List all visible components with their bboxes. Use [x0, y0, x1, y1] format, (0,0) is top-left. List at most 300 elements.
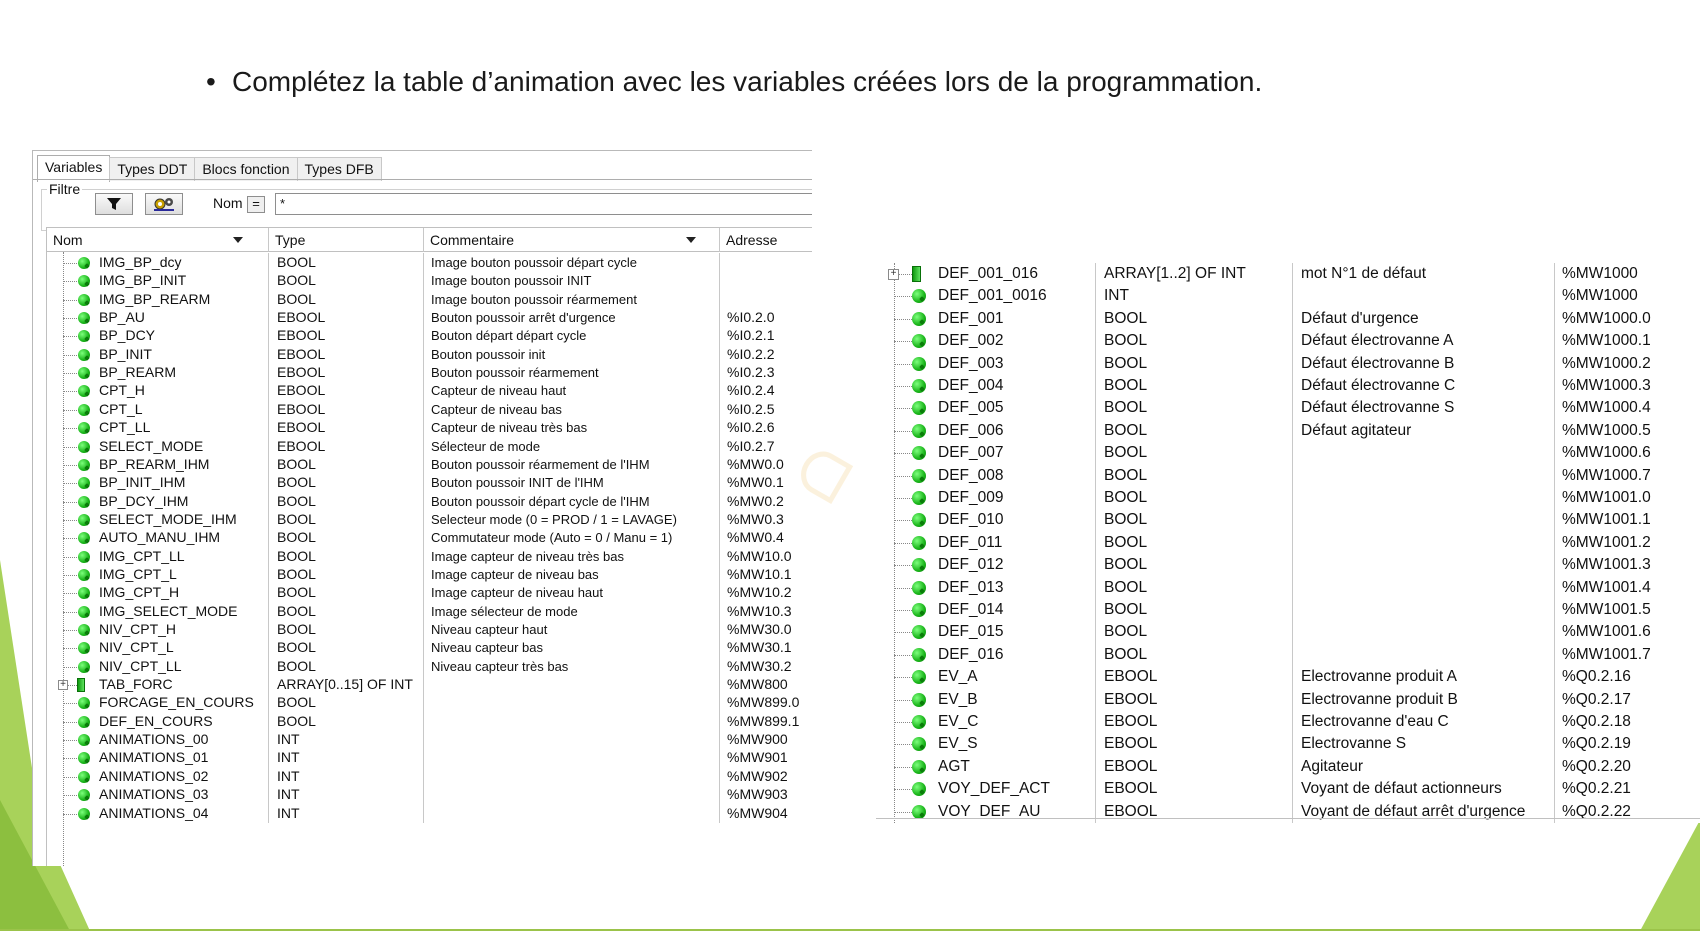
variable-comment-cell[interactable]: Capteur de niveau bas	[424, 400, 720, 420]
variable-address-cell[interactable]: %MW1000.1	[1562, 332, 1651, 350]
variable-address-cell[interactable]: %Q0.2.17	[1562, 690, 1631, 708]
table-row[interactable]	[47, 455, 812, 475]
table-row[interactable]	[876, 397, 1700, 419]
variable-address-cell[interactable]: %MW1000.4	[1562, 399, 1651, 417]
variable-address-cell[interactable]: %I0.2.6	[727, 419, 775, 436]
variable-comment-cell[interactable]	[1293, 577, 1555, 599]
variable-address-cell[interactable]: %MW800	[727, 676, 788, 693]
table-row[interactable]	[876, 644, 1700, 666]
variable-name-cell[interactable]	[876, 554, 1096, 576]
table-row[interactable]	[47, 290, 812, 310]
variable-type-cell[interactable]: BOOL	[269, 473, 424, 493]
dropdown-arrow-icon[interactable]	[233, 237, 243, 243]
variable-comment-cell[interactable]: Image bouton poussoir départ cycle	[424, 253, 720, 273]
table-row[interactable]	[47, 418, 812, 438]
variable-type-cell[interactable]: BOOL	[1096, 397, 1293, 419]
variable-type-cell[interactable]: INT	[1096, 285, 1293, 307]
variable-address-cell[interactable]: %MW900	[727, 731, 788, 748]
variable-comment-cell[interactable]: Image capteur de niveau haut	[424, 583, 720, 603]
variable-type-cell[interactable]: BOOL	[269, 290, 424, 310]
table-row[interactable]	[47, 785, 812, 805]
variable-comment-cell[interactable]	[1293, 621, 1555, 643]
variable-comment-cell[interactable]: Bouton poussoir réarmement de l'IHM	[424, 455, 720, 475]
variable-address-cell[interactable]: %MW1000	[1562, 265, 1638, 282]
variable-address-cell[interactable]: %I0.2.4	[727, 382, 775, 399]
variable-address-cell[interactable]: %MW0.0	[727, 455, 784, 472]
variable-comment-cell[interactable]: Capteur de niveau haut	[424, 381, 720, 401]
variable-address-cell[interactable]: %I0.2.1	[727, 327, 775, 344]
tab-blocs-fonction[interactable]: Blocs fonction	[194, 157, 297, 181]
table-row[interactable]	[876, 801, 1700, 823]
variable-name-cell[interactable]	[47, 657, 269, 677]
variable-name-cell[interactable]	[47, 400, 269, 420]
variable-type-cell[interactable]: BOOL	[269, 602, 424, 622]
variable-comment-cell[interactable]	[1293, 599, 1555, 621]
table-row[interactable]	[47, 492, 812, 512]
variable-type-cell[interactable]: BOOL	[1096, 532, 1293, 554]
variable-address-cell[interactable]: %MW1001.4	[1562, 578, 1651, 596]
variable-address-cell[interactable]: %MW1001.6	[1562, 623, 1651, 641]
variable-name-cell[interactable]	[47, 583, 269, 603]
column-header-address[interactable]: Adresse	[726, 232, 778, 248]
table-row[interactable]	[47, 547, 812, 567]
table-row[interactable]	[876, 263, 1700, 285]
variable-name-cell[interactable]	[876, 621, 1096, 643]
variable-comment-cell[interactable]	[424, 730, 720, 750]
variable-name: DEF_004	[938, 377, 1004, 394]
variable-comment-cell[interactable]: Voyant de défaut actionneurs	[1293, 778, 1555, 800]
variable-name-cell[interactable]	[47, 638, 269, 658]
expand-plus-icon[interactable]: +	[888, 269, 899, 280]
variable-name-cell[interactable]	[47, 767, 269, 787]
variable-name-cell[interactable]	[876, 778, 1096, 800]
variable-comment-cell[interactable]: Défaut agitateur	[1293, 420, 1555, 442]
variable-type-cell[interactable]: BOOL	[1096, 644, 1293, 666]
table-row[interactable]	[876, 689, 1700, 711]
table-row[interactable]	[47, 565, 812, 585]
variable-type-cell[interactable]: BOOL	[269, 492, 424, 512]
table-row[interactable]	[876, 577, 1700, 599]
variable-comment-cell[interactable]: Niveau capteur haut	[424, 620, 720, 640]
table-row[interactable]	[876, 420, 1700, 442]
variable-comment-cell[interactable]: mot N°1 de défaut	[1293, 263, 1555, 285]
variable-name-cell[interactable]	[876, 756, 1096, 778]
variable-type-cell[interactable]: EBOOL	[1096, 778, 1293, 800]
variable-type-cell[interactable]: EBOOL	[1096, 689, 1293, 711]
variable-name-cell[interactable]	[876, 308, 1096, 330]
variable-address-cell[interactable]: %MW1000	[1562, 287, 1638, 305]
variable-comment-cell[interactable]: Image capteur de niveau très bas	[424, 547, 720, 567]
table-row[interactable]	[47, 308, 812, 328]
table-row[interactable]	[876, 711, 1700, 733]
variable-name-cell[interactable]	[47, 528, 269, 548]
variable-type-cell[interactable]: BOOL	[1096, 599, 1293, 621]
variable-comment-cell[interactable]: Défaut électrovanne A	[1293, 330, 1555, 352]
variable-address-cell[interactable]	[720, 253, 812, 273]
variable-address-cell[interactable]: %I0.2.7	[727, 437, 775, 454]
table-row[interactable]	[47, 767, 812, 787]
variable-address-cell[interactable]: %MW1000.3	[1562, 377, 1651, 394]
variable-comment-cell[interactable]	[424, 712, 720, 732]
variable-address-cell[interactable]: %MW902	[727, 767, 788, 784]
table-row[interactable]	[47, 712, 812, 732]
variable-address-cell[interactable]: %MW1000.0	[1562, 309, 1651, 327]
variable-address-cell[interactable]: %MW899.0	[727, 694, 800, 711]
variable-address-cell[interactable]: %MW1000.2	[1562, 354, 1651, 372]
variable-comment-cell[interactable]: Selecteur mode (0 = PROD / 1 = LAVAGE)	[424, 510, 720, 530]
variable-comment-cell[interactable]	[1293, 442, 1555, 464]
variable-comment-cell[interactable]: Image bouton poussoir réarmement	[424, 290, 720, 310]
variable-address-cell[interactable]: %I0.2.5	[727, 400, 775, 417]
variable-name-cell[interactable]	[47, 510, 269, 530]
table-row[interactable]	[876, 778, 1700, 800]
variable-address-cell[interactable]: %MW1000.7	[1562, 466, 1651, 484]
variable-comment-cell[interactable]	[424, 748, 720, 768]
variable-comment-cell[interactable]: Défaut électrovanne B	[1293, 353, 1555, 375]
variable-comment-cell[interactable]	[1293, 644, 1555, 666]
variable-type-cell[interactable]: BOOL	[1096, 577, 1293, 599]
variable-type-cell[interactable]: BOOL	[269, 455, 424, 475]
table-row[interactable]	[47, 602, 812, 622]
variable-comment-cell[interactable]: Electrovanne d'eau C	[1293, 711, 1555, 733]
variable-comment-cell[interactable]: Bouton poussoir arrêt d'urgence	[424, 308, 720, 328]
variable-type-cell[interactable]: BOOL	[269, 638, 424, 658]
variable-name-cell[interactable]	[47, 290, 269, 310]
variable-name-cell[interactable]	[47, 675, 269, 695]
variable-name-cell[interactable]	[876, 509, 1096, 531]
variable-address-cell[interactable]: %MW10.2	[727, 584, 792, 601]
variable-type-cell[interactable]: BOOL	[269, 693, 424, 713]
variable-address-cell[interactable]: %MW1000.6	[1562, 444, 1651, 462]
variable-type-cell[interactable]: EBOOL	[1096, 733, 1293, 755]
variable-name-cell[interactable]	[47, 804, 269, 824]
variable-name-cell[interactable]	[876, 487, 1096, 509]
variable-comment-cell[interactable]	[424, 693, 720, 713]
variable-type-cell[interactable]: BOOL	[269, 528, 424, 548]
variable-type-cell[interactable]: BOOL	[1096, 554, 1293, 576]
table-row[interactable]	[47, 381, 812, 401]
variable-address-cell[interactable]: %MW30.2	[727, 657, 792, 674]
variable-address-cell[interactable]: %Q0.2.19	[1562, 735, 1631, 753]
variable-comment-cell[interactable]: Electrovanne produit B	[1293, 689, 1555, 711]
tab-variables[interactable]: Variables	[37, 155, 110, 182]
variable-comment-cell[interactable]	[1293, 285, 1555, 307]
variable-address-cell[interactable]: %MW30.1	[727, 639, 792, 656]
variable-name-cell[interactable]	[47, 785, 269, 805]
table-row[interactable]	[47, 400, 812, 420]
variable-name-cell[interactable]	[47, 693, 269, 713]
variable-type-cell[interactable]: BOOL	[1096, 621, 1293, 643]
table-row[interactable]	[47, 638, 812, 658]
variable-comment-cell[interactable]: Image sélecteur de mode	[424, 602, 720, 622]
variable-type-cell[interactable]: EBOOL	[1096, 711, 1293, 733]
variable-comment-cell[interactable]: Niveau capteur très bas	[424, 657, 720, 677]
variable-type-cell[interactable]: BOOL	[1096, 375, 1293, 397]
variable-type-cell[interactable]: BOOL	[269, 712, 424, 732]
variable-name-cell[interactable]	[47, 381, 269, 401]
table-row[interactable]	[47, 473, 812, 493]
table-row[interactable]	[47, 748, 812, 768]
table-row[interactable]	[876, 532, 1700, 554]
table-row[interactable]	[876, 509, 1700, 531]
variable-type-cell[interactable]: BOOL	[269, 657, 424, 677]
variable-comment-cell[interactable]: Image capteur de niveau bas	[424, 565, 720, 585]
variable-name-cell[interactable]	[47, 345, 269, 365]
column-header-type[interactable]: Type	[269, 228, 424, 252]
variable-name-cell[interactable]	[876, 689, 1096, 711]
variable-address-cell[interactable]: %MW903	[727, 786, 788, 803]
variable-type-cell[interactable]: BOOL	[1096, 442, 1293, 464]
variable-type-cell[interactable]: BOOL	[269, 547, 424, 567]
variable-comment-cell[interactable]	[1293, 532, 1555, 554]
variable-comment-cell[interactable]: Défaut électrovanne C	[1293, 375, 1555, 397]
table-row[interactable]	[47, 326, 812, 346]
table-row[interactable]	[47, 657, 812, 677]
variable-address-cell[interactable]: %Q0.2.16	[1562, 668, 1631, 686]
variable-name-cell[interactable]	[876, 465, 1096, 487]
variable-type-cell[interactable]: EBOOL	[269, 363, 424, 383]
variable-name-cell[interactable]	[47, 602, 269, 622]
table-row[interactable]	[876, 599, 1700, 621]
variable-address-cell[interactable]: %MW1001.2	[1562, 533, 1651, 551]
variable-comment-cell[interactable]	[424, 804, 720, 824]
variable-comment-cell[interactable]: Electrovanne S	[1293, 733, 1555, 755]
variable-type-cell[interactable]: BOOL	[1096, 487, 1293, 509]
variable-type-cell[interactable]: INT	[269, 785, 424, 805]
variable-name-cell[interactable]	[47, 620, 269, 640]
variable-type-cell[interactable]: EBOOL	[269, 326, 424, 346]
variable-name-cell[interactable]	[47, 473, 269, 493]
table-row[interactable]	[47, 583, 812, 603]
variable-name-cell[interactable]	[47, 437, 269, 457]
variable-name-cell[interactable]	[47, 326, 269, 346]
variable-name-cell[interactable]	[47, 748, 269, 768]
variable-type-cell[interactable]: BOOL	[269, 620, 424, 640]
variable-name-cell[interactable]	[47, 418, 269, 438]
variable-type-cell[interactable]: BOOL	[1096, 308, 1293, 330]
expand-plus-icon[interactable]: +	[58, 680, 68, 690]
table-row[interactable]	[876, 442, 1700, 464]
variable-type-cell[interactable]: BOOL	[269, 583, 424, 603]
table-row[interactable]	[876, 330, 1700, 352]
table-row[interactable]	[47, 730, 812, 750]
equals-button[interactable]: =	[247, 196, 265, 213]
variable-address-cell[interactable]: %I0.2.0	[727, 309, 775, 326]
variable-name-cell[interactable]	[876, 420, 1096, 442]
variable-address-cell[interactable]: %MW30.0	[727, 621, 792, 637]
variable-comment-cell[interactable]	[1293, 509, 1555, 531]
variable-address-cell[interactable]: %MW1001.7	[1562, 645, 1651, 663]
variable-name-cell[interactable]	[876, 263, 1096, 285]
variable-name-cell[interactable]	[876, 397, 1096, 419]
variable-comment-cell[interactable]: Défaut d'urgence	[1293, 308, 1555, 330]
variable-address-cell[interactable]: %MW899.1	[727, 712, 800, 729]
variable-type-cell[interactable]: EBOOL	[269, 400, 424, 420]
variable-address-cell[interactable]: %MW1001.5	[1562, 601, 1651, 618]
variable-address-cell[interactable]: %Q0.2.22	[1562, 802, 1631, 820]
variable-comment-cell[interactable]: Electrovanne produit A	[1293, 666, 1555, 688]
table-row[interactable]	[47, 253, 812, 273]
variable-name-cell[interactable]	[47, 308, 269, 328]
variable-comment-cell[interactable]	[424, 785, 720, 805]
variable-type-cell[interactable]: EBOOL	[269, 345, 424, 365]
variable-name-cell[interactable]	[876, 532, 1096, 554]
variable-address-cell[interactable]: %MW0.1	[727, 474, 784, 491]
variable-type-cell[interactable]: BOOL	[1096, 465, 1293, 487]
variable-type-cell[interactable]: EBOOL	[1096, 666, 1293, 688]
table-row[interactable]	[47, 271, 812, 291]
variable-address-cell[interactable]: %MW1000.5	[1562, 421, 1651, 439]
name-filter-input[interactable]: *	[275, 193, 812, 215]
tab-types-dfb[interactable]: Types DFB	[297, 157, 382, 181]
variable-name: IMG_CPT_L	[99, 565, 177, 582]
variable-address-cell[interactable]	[720, 290, 812, 310]
variable-name-cell[interactable]	[47, 455, 269, 475]
table-row[interactable]	[47, 528, 812, 548]
variable-address-cell[interactable]: %MW0.4	[727, 529, 784, 546]
variable-name-cell[interactable]	[47, 712, 269, 732]
variable-name-cell[interactable]	[876, 666, 1096, 688]
variable-name-cell[interactable]	[876, 711, 1096, 733]
table-row[interactable]	[47, 693, 812, 713]
gear-filter-button[interactable]	[145, 193, 183, 215]
variable-type-cell[interactable]: INT	[269, 730, 424, 750]
variable-comment-cell[interactable]: Niveau capteur bas	[424, 638, 720, 658]
variable-address-cell[interactable]: %I0.2.2	[727, 345, 775, 362]
variable-name-cell[interactable]	[47, 547, 269, 567]
table-row[interactable]	[47, 345, 812, 365]
variable-type-cell[interactable]: EBOOL	[1096, 801, 1293, 823]
variable-comment-cell[interactable]: Bouton poussoir init	[424, 345, 720, 365]
column-header-name[interactable]	[47, 228, 269, 252]
variable-address-cell[interactable]: %Q0.2.18	[1562, 713, 1631, 730]
variable-comment-cell[interactable]: Bouton poussoir INIT de l'IHM	[424, 473, 720, 493]
variable-name-cell[interactable]	[47, 363, 269, 383]
variable-name-cell[interactable]	[47, 730, 269, 750]
variable-type-cell[interactable]: INT	[269, 804, 424, 824]
variable-comment-cell[interactable]: Capteur de niveau très bas	[424, 418, 720, 438]
variable-address-cell[interactable]: %MW0.2	[727, 492, 784, 509]
table-row[interactable]	[876, 308, 1700, 330]
table-row[interactable]	[876, 487, 1700, 509]
variable-name: DEF_016	[938, 645, 1004, 663]
table-row[interactable]	[876, 353, 1700, 375]
variable-address-cell[interactable]: %MW1001.0	[1562, 489, 1651, 506]
variable-name-cell[interactable]	[876, 733, 1096, 755]
variable-type-cell[interactable]: BOOL	[269, 253, 424, 273]
variable-type-cell[interactable]: BOOL	[269, 565, 424, 585]
variable-address-cell[interactable]: %MW10.3	[727, 602, 792, 619]
variable-type-cell[interactable]: INT	[269, 767, 424, 787]
variable-comment-cell[interactable]	[1293, 487, 1555, 509]
variable-comment-cell[interactable]: Sélecteur de mode	[424, 437, 720, 457]
variable-name-cell[interactable]	[47, 253, 269, 273]
variable-type-cell[interactable]: ARRAY[1..2] OF INT	[1096, 263, 1293, 285]
variable-name-cell[interactable]	[876, 285, 1096, 307]
variable-name-cell[interactable]	[47, 565, 269, 585]
variable-name-cell[interactable]	[876, 599, 1096, 621]
table-row[interactable]	[47, 675, 812, 695]
variable-name-cell[interactable]	[876, 330, 1096, 352]
variable-comment-cell[interactable]: Défaut électrovanne S	[1293, 397, 1555, 419]
variable-address-cell[interactable]: %I0.2.3	[727, 364, 775, 381]
variable-type-cell[interactable]: EBOOL	[1096, 756, 1293, 778]
variable-address-cell[interactable]: %Q0.2.20	[1562, 757, 1631, 775]
variable-type-cell[interactable]: BOOL	[1096, 420, 1293, 442]
variable-comment-cell[interactable]: Image bouton poussoir INIT	[424, 271, 720, 291]
dropdown-arrow-icon[interactable]	[686, 237, 696, 243]
variable-type-cell[interactable]: EBOOL	[269, 418, 424, 438]
variable-comment-cell[interactable]	[424, 675, 720, 695]
variable-name-cell[interactable]	[47, 271, 269, 291]
variable-comment-cell[interactable]: Bouton poussoir départ cycle de l'IHM	[424, 492, 720, 512]
table-row[interactable]	[876, 621, 1700, 643]
variable-comment-cell[interactable]	[424, 767, 720, 787]
variable-comment-cell[interactable]: Bouton poussoir réarmement	[424, 363, 720, 383]
table-row[interactable]	[47, 620, 812, 640]
table-row[interactable]	[876, 375, 1700, 397]
variable-type-cell[interactable]: BOOL	[1096, 330, 1293, 352]
variable-type-cell[interactable]: INT	[269, 748, 424, 768]
variable-comment-cell[interactable]	[1293, 465, 1555, 487]
variable-icon	[78, 532, 90, 544]
variable-name-cell[interactable]	[47, 492, 269, 512]
variable-comment-cell[interactable]: Agitateur	[1293, 756, 1555, 778]
table-row[interactable]	[876, 666, 1700, 688]
column-header-comment[interactable]	[424, 228, 720, 252]
variable-type-cell[interactable]: BOOL	[269, 510, 424, 530]
variable-comment-cell[interactable]: Voyant de défaut arrêt d'urgence	[1293, 801, 1555, 823]
table-row[interactable]	[876, 756, 1700, 778]
variable-type-cell[interactable]: BOOL	[269, 271, 424, 291]
variable-comment-cell[interactable]	[1293, 554, 1555, 576]
table-row[interactable]	[876, 554, 1700, 576]
table-row[interactable]	[47, 363, 812, 383]
variable-type-cell[interactable]: BOOL	[1096, 509, 1293, 531]
variable-address-cell[interactable]	[720, 271, 812, 291]
variable-address-cell[interactable]: %MW0.3	[727, 510, 784, 527]
variable-address-cell[interactable]: %MW904	[727, 804, 788, 821]
table-row[interactable]	[876, 465, 1700, 487]
variable-name-cell[interactable]	[876, 353, 1096, 375]
variable-type-cell[interactable]: EBOOL	[269, 308, 424, 328]
variable-address-cell[interactable]: %MW1001.1	[1562, 511, 1651, 529]
table-row[interactable]	[876, 285, 1700, 307]
table-row[interactable]	[47, 804, 812, 824]
variable-address-cell[interactable]: %MW1001.3	[1562, 556, 1651, 574]
variable-name-cell[interactable]	[876, 644, 1096, 666]
variable-address-cell[interactable]: %MW10.1	[727, 565, 792, 582]
variable-address-cell[interactable]: %MW901	[727, 749, 788, 766]
variable-name-cell[interactable]	[876, 375, 1096, 397]
table-row[interactable]	[47, 510, 812, 530]
variable-type-cell[interactable]: EBOOL	[269, 381, 424, 401]
variable-name-cell[interactable]	[876, 577, 1096, 599]
variable-comment-cell[interactable]: Bouton départ départ cycle	[424, 326, 720, 346]
variable-name-cell[interactable]	[876, 801, 1096, 823]
variable-type-cell[interactable]: ARRAY[0..15] OF INT	[269, 675, 424, 695]
variable-comment-cell[interactable]: Commutateur mode (Auto = 0 / Manu = 1)	[424, 528, 720, 548]
tab-types-ddt[interactable]: Types DDT	[109, 157, 195, 181]
funnel-button[interactable]	[95, 193, 133, 215]
variable-type-cell[interactable]: EBOOL	[269, 437, 424, 457]
table-row[interactable]	[876, 733, 1700, 755]
table-row[interactable]	[47, 437, 812, 457]
variable-address-cell[interactable]: %Q0.2.21	[1562, 780, 1631, 798]
variable-type-cell[interactable]: BOOL	[1096, 353, 1293, 375]
variable-name-cell[interactable]	[876, 442, 1096, 464]
variable-address-cell[interactable]: %MW10.0	[727, 547, 792, 564]
